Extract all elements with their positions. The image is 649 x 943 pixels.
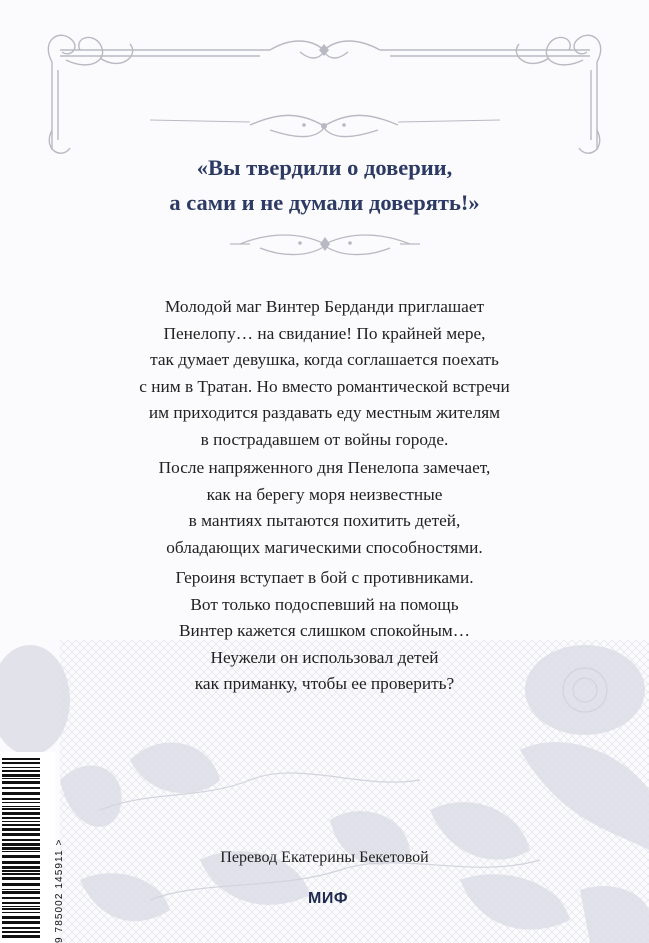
- text-line: так думает девушка, когда соглашается поехать: [150, 350, 499, 369]
- barcode-bar: [2, 921, 40, 924]
- barcode-bar: [2, 770, 40, 772]
- barcode-bar: [2, 828, 40, 831]
- barcode-bar: [2, 808, 40, 810]
- description-paragraph-2: [0, 455, 649, 561]
- barcode-bar: [2, 762, 40, 764]
- barcode-bar: [2, 798, 40, 800]
- barcode-bar: [2, 931, 40, 933]
- barcode-bar: [2, 787, 40, 789]
- description-paragraph-1: [0, 294, 649, 453]
- barcode-bar: [2, 935, 40, 938]
- barcode-bar: [2, 916, 40, 919]
- description-paragraph-3: [0, 565, 649, 698]
- barcode-bar: [2, 883, 40, 886]
- barcode-bar: [2, 902, 40, 904]
- barcode-bar: [2, 792, 40, 795]
- barcode-bar: [2, 927, 40, 929]
- barcode-bar: [2, 908, 40, 910]
- text-line: Пенелопу… на свидание! По крайней мере,: [163, 323, 486, 343]
- barcode-bar: [2, 767, 40, 768]
- text-line: обладающих магическими способностями.: [166, 537, 483, 557]
- barcode-bar: [2, 778, 40, 779]
- text-line: с ним в Тратан. Но вместо романтической встречи: [139, 376, 510, 396]
- ornament-divider: [230, 226, 420, 262]
- barcode-bar: [2, 873, 40, 875]
- quote-line: «Вы твердили о доверии,: [196, 155, 453, 180]
- text-line: Неужели он использовал детей: [210, 647, 439, 667]
- translator-credit: Перевод Екатерины Бекетовой: [220, 849, 429, 866]
- barcode-bar: [2, 774, 40, 777]
- text-line: Героиня вступает в бой с противниками.: [175, 568, 474, 587]
- barcode: [0, 752, 55, 943]
- barcode-bar: [2, 912, 40, 913]
- barcode-bar: [2, 889, 40, 890]
- barcode-bar: [2, 833, 40, 836]
- barcode-bar: [2, 839, 40, 841]
- quote: [0, 150, 649, 220]
- text-line: в мантиях пытаются похитить детей,: [188, 511, 461, 530]
- quote-line: а сами и не думали доверять!»: [169, 190, 480, 215]
- text-line: Молодой маг Винтер Берданди приглашает: [164, 297, 485, 316]
- text-line: им приходится раздавать еду местным жителям: [148, 403, 501, 422]
- text-line: Винтер кажется слишком спокойным…: [178, 621, 471, 640]
- barcode-bar: [2, 906, 40, 907]
- barcode-bar: [2, 802, 40, 803]
- text-line: как на берегу моря неизвестные: [206, 484, 443, 504]
- barcode-bar: [2, 806, 40, 807]
- text-line: в пострадавшем от войны городе.: [200, 429, 449, 449]
- barcode-digits: 9 785002 145911 >: [54, 838, 65, 943]
- barcode-bar: [2, 877, 40, 880]
- text-line: как приманку, чтобы ее проверить?: [194, 674, 455, 693]
- barcode-bar: [2, 843, 40, 846]
- ornamental-frame: [0, 0, 649, 160]
- text-line: Вот только подоспевший на помощь: [190, 594, 459, 614]
- barcode-bar: [2, 817, 40, 819]
- text-line: После напряженного дня Пенелопа замечает,: [158, 458, 491, 477]
- barcode-bars: [0, 752, 55, 943]
- barcode-bar: [2, 870, 40, 872]
- barcode-bar: [2, 758, 40, 760]
- publisher-logo: МИФ: [308, 890, 348, 907]
- barcode-bar: [2, 781, 40, 784]
- barcode-bar: [2, 897, 40, 899]
- barcode-bar: [2, 821, 40, 822]
- barcode-bar: [2, 891, 40, 894]
- barcode-bar: [2, 824, 40, 826]
- barcode-bar: [2, 812, 40, 815]
